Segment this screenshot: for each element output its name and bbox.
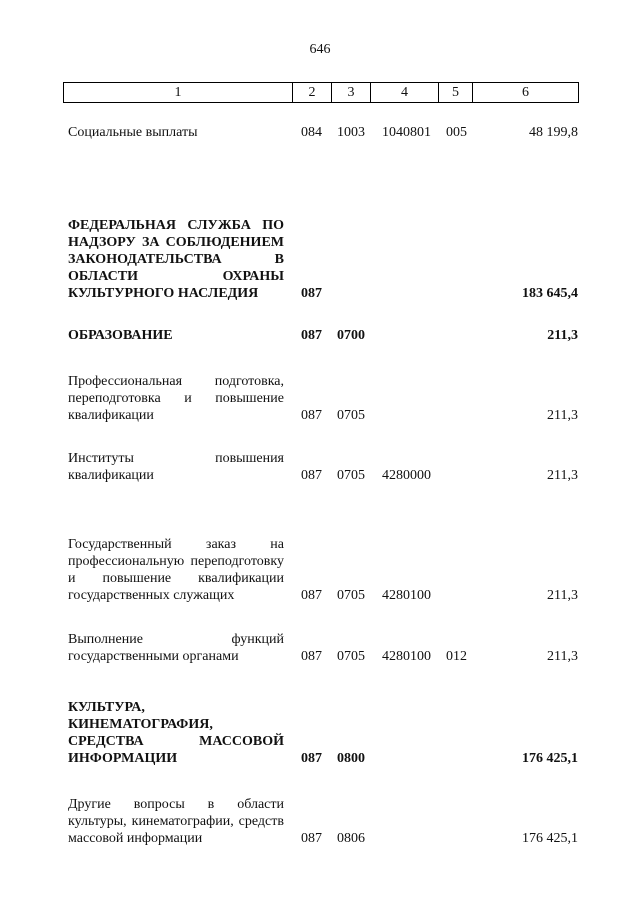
column-header-1: 1 [64,83,293,103]
row-amount: 48 199,8 [529,125,578,140]
table-row [0,373,640,424]
row-code-col2: 087 [301,468,322,483]
row-code-col2: 087 [301,751,322,766]
row-amount: 176 425,1 [522,831,578,846]
row-code-col3: 1003 [337,125,365,140]
table-row [0,631,640,665]
column-header-3: 3 [332,83,371,103]
table-row [0,124,640,141]
row-name: Профессиональная подготовка, переподготовка и повышение квалификации [68,374,284,423]
row-code-col3: 0705 [337,468,365,483]
column-header-6: 6 [473,83,579,103]
table-row [0,699,640,767]
row-code-col3: 0700 [337,328,365,343]
row-code-col4: 1040801 [382,125,431,140]
row-code-col3: 0705 [337,649,365,664]
row-amount: 211,3 [547,649,578,664]
row-code-col3: 0800 [337,751,365,766]
row-code-col4: 4280100 [382,588,431,603]
column-header-4: 4 [371,83,439,103]
page-number: 646 [309,42,331,57]
row-name: Социальные выплаты [68,125,198,140]
row-code-col3: 0705 [337,588,365,603]
table-row [0,327,640,344]
row-name: Выполнение функций государственными органами [68,632,284,664]
row-name: ФЕДЕРАЛЬНАЯ СЛУЖБА ПО НАДЗОРУ ЗА СОБЛЮДЕНИЕМ ЗАКОНОДАТЕЛЬСТВА В ОБЛАСТИ ОХРАНЫ КУЛЬТУРНОГО НАСЛЕДИЯ [68,218,284,301]
column-header-row [64,83,579,103]
row-code-col2: 087 [301,831,322,846]
row-code-col2: 087 [301,408,322,423]
row-name: КУЛЬТУРА, КИНЕМАТОГРАФИЯ, СРЕДСТВА МАССОВОЙ ИНФОРМАЦИИ [68,700,284,766]
column-header-2: 2 [293,83,332,103]
row-amount: 211,3 [547,588,578,603]
table-row [0,450,640,484]
row-amount: 211,3 [547,468,578,483]
row-name: Институты повышения квалификации [68,451,284,483]
row-amount: 183 645,4 [522,286,578,301]
row-code-col4: 4280100 [382,649,431,664]
row-amount: 211,3 [547,328,578,343]
row-name: Другие вопросы в области культуры, кинематографии, средств массовой информации [68,797,284,846]
table-row [0,796,640,847]
row-code-col3: 0806 [337,831,365,846]
row-name: ОБРАЗОВАНИЕ [68,328,173,343]
table-row [0,200,640,302]
row-code-col2: 087 [301,328,322,343]
row-name: Государственный заказ на профессиональную переподготовку и повышение квалификации государственных служащих [68,537,284,603]
row-amount: 211,3 [547,408,578,423]
row-code-col2: 087 [301,588,322,603]
row-code-col2: 087 [301,649,322,664]
column-header-table [63,82,579,103]
row-code-col5: 012 [446,649,467,664]
row-code-col4: 4280000 [382,468,431,483]
row-code-col2: 087 [301,286,322,301]
table-row [0,519,640,604]
row-amount: 176 425,1 [522,751,578,766]
column-header-5: 5 [439,83,473,103]
row-code-col5: 005 [446,125,467,140]
row-code-col3: 0705 [337,408,365,423]
row-code-col2: 084 [301,125,322,140]
